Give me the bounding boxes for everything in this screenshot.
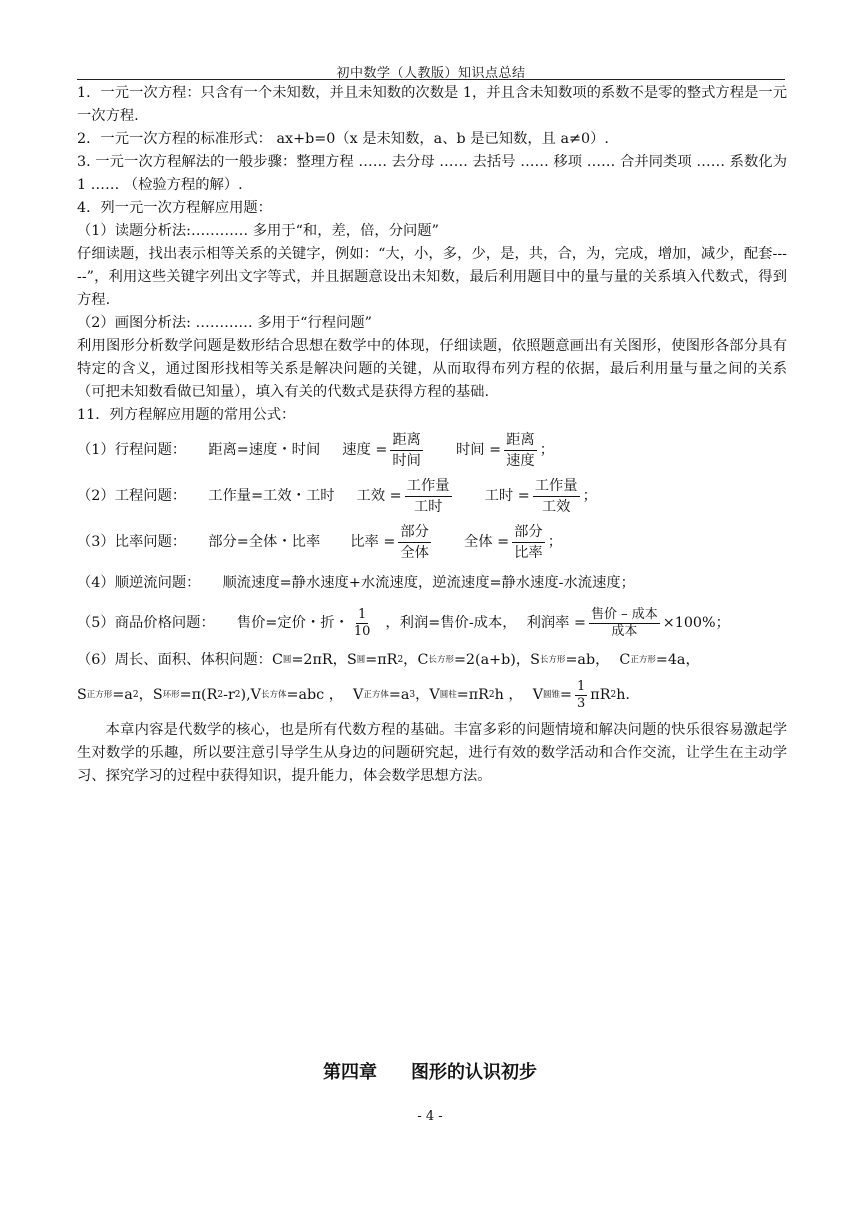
chapter-heading	[0, 1058, 860, 1084]
item-4-2-body: 利用图形分析数学问题是数形结合思想在数学中的体现，仔细读题，依照题意画出有关图形，使图形各部分具有特定的含义，通过图形找相等关系是解决问题的关键，从而取得布列方程的依据，最后利用量与量之间的关系（可把未知数看做已知量），填入有关的代数式是获得方程的基础.	[77, 338, 787, 400]
item-4-2-title: （2）画图分析法: ………… 多用于“行程问题”	[77, 315, 372, 331]
formula-current: （4）顺逆流问题： 顺流速度=静水速度+水流速度，逆流速度=静水速度-水流速度；	[77, 574, 635, 591]
item-3: 3. 一元一次方程解法的一般步骤：整理方程 …… 去分母 …… 去括号 …… 移项 …… 合并同类项 …… 系数化为 1 …… （检验方程的解）.	[77, 154, 787, 193]
chapter-number: 第四章	[323, 1062, 377, 1083]
fraction: $\frac{\text{距离}}{\text{速度}}$	[506, 431, 535, 469]
formula-ratio: （3）比率问题： 部分=全体・比率 比率 = $\frac{\text{部分}}{\text{全体}}$ 全体 = $\frac{\text{部分}}{\text{比率}}$ ；	[77, 523, 562, 561]
formula-work: （2）工程问题： 工作量=工效・工时 工效 = $\frac{\text{工作量}}{\text{工时}}$ 工时 = $\frac{\text{工作量}}{\text{工效}}$ ；	[77, 477, 597, 515]
formula-geometry-line2: S 正方形 =a 2 ， S 环形 =π(R 2 -r 2 ), V 长方体 =abc ， V 正方体 =a 3 ， V 圆柱 =πR 2 h ， V 圆锥 = $\frac{1}{3}$ πR 2 h.	[77, 678, 630, 711]
item-4: 4．列一元一次方程解应用题：	[77, 200, 272, 216]
page-header: 初中数学（人教版）知识点总结	[336, 66, 526, 81]
item-11: 11．列方程解应用题的常用公式：	[77, 407, 296, 423]
fraction: $\frac{\text{部分}}{\text{全体}}$	[400, 523, 429, 561]
formula-geometry-line1: （6）周长、面积、体积问题： C 圆 =2πR， S 圆 =πR 2 ， C 长方形 =2(a+b)， S 长方形 =ab， C 正方形 =4a，	[77, 651, 700, 668]
fraction: $\frac{1}{3}$	[577, 678, 586, 711]
formula-price: （5）商品价格问题： 售价=定价・折・ $\frac{1}{10}$ ，利润=售价-成本， 利润率 = $\frac{\text{售价 – 成本}}{\text{成本}}$ ×100%；	[77, 606, 730, 639]
fraction: $\frac{1}{10}$	[353, 606, 371, 639]
item-2: 2．一元一次方程的标准形式： ax+b=0（x 是未知数，a、b 是已知数，且 a≠0）.	[77, 131, 609, 147]
fraction: $\frac{\text{部分}}{\text{比率}}$	[514, 523, 543, 561]
formula-travel: （1）行程问题： 距离=速度・时间 速度 = $\frac{\text{距离}}{\text{时间}}$ 时间 = $\frac{\text{距离}}{\text{速度}}$ ；	[77, 431, 554, 469]
chapter-summary: 本章内容是代数学的核心，也是所有代数方程的基础。丰富多彩的问题情境和解决问题的快乐很容易激起学生对数学的乐趣，所以要注意引导学生从身边的问题研究起，进行有效的数学活动和合作交流，让学生在主动学习、探究学习的过程中获得知识，提升能力，体会数学思想方法。	[77, 722, 787, 784]
fraction: $\frac{\text{距离}}{\text{时间}}$	[392, 431, 421, 469]
item-1: 1．一元一次方程：只含有一个未知数，并且未知数的次数是 1，并且含未知数项的系数不是零的整式方程是一元一次方程.	[77, 85, 787, 124]
fraction: $\frac{\text{售价 – 成本}}{\text{成本}}$	[591, 606, 658, 639]
header-rule	[77, 79, 785, 80]
item-4-1-title: （1）读题分析法:………… 多用于“和，差，倍，分问题”	[77, 223, 439, 239]
fraction: $\frac{\text{工作量}}{\text{工时}}$	[406, 477, 450, 515]
fraction: $\frac{\text{工作量}}{\text{工效}}$	[534, 477, 578, 515]
page-content	[77, 82, 787, 788]
page-number: - 4 -	[417, 1109, 443, 1124]
item-4-1-body: 仔细读题，找出表示相等关系的关键字，例如：“大，小，多，少，是，共，合，为，完成，增加，减少，配套-----”，利用这些关键字列出文字等式，并且据题意设出未知数，最后利用题目中的量与量的关系填入代数式，得到方程.	[77, 246, 787, 308]
chapter-title: 图形的认识初步	[411, 1062, 537, 1083]
